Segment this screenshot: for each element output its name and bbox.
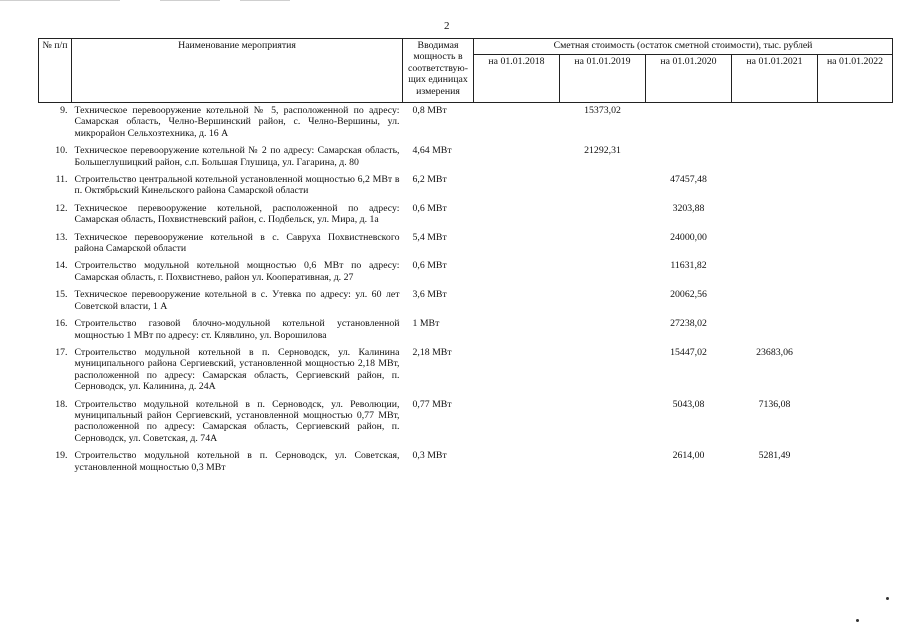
row-value-2020: 5043,08 [672,398,705,410]
row-capacity: 0,77 МВт [412,398,452,410]
row-value-2022 [818,201,893,230]
row-number: 10. [55,145,68,157]
header-year: на 01.01.2019 [560,55,646,103]
row-name: Техническое перевооружение котельной № 2 по адресу: Самарская область, Большеглушицкий район, с.п. Большая Глушица, ул. Гагарина, д. 80 [74,145,400,168]
scan-artifact [240,0,290,1]
table-row [39,201,893,230]
row-value-2019: 21292,31 [584,145,621,157]
table-row [39,397,893,449]
row-value-2022 [818,345,893,397]
row-capacity: 1 МВт [412,318,440,330]
header-year: на 01.01.2021 [732,55,818,103]
row-name: Строительство модульной котельной в п. Серноводск, ул. Революции, муниципальный район Сергиевский, установленной мощностью 0,77 МВт, расположенной по адресу: Самарская область, Сергиевский район, п. Серноводск, ул. Советская, д. 74А [74,398,400,444]
row-value-2019 [560,258,646,287]
row-value-2021 [732,172,818,201]
row-value-2018 [474,103,560,144]
row-value-2020: 2614,00 [672,450,705,462]
row-capacity: 6,2 МВт [412,174,447,186]
row-number: 17. [55,346,68,358]
row-name: Строительство модульной котельной в п. Серноводск, ул. Советская, установленной мощностью 0,3 МВт [74,450,400,473]
row-name: Техническое перевооружение котельной в с. Савруха Похвистневского района Самарской области [74,231,400,255]
row-capacity: 2,18 МВт [412,346,452,358]
row-value-2019 [560,448,646,477]
table-row [39,230,893,259]
row-name: Техническое перевооружение котельной, расположенной по адресу: Самарская область, Похвистневский район, с. Подбельск, ул. Мира, д. 1а [74,202,400,226]
row-value-2019 [560,287,646,316]
table-row [39,287,893,316]
row-value-2018 [474,258,560,287]
row-name: Техническое перевооружение котельной в с. Утевка по адресу: ул. 60 лет Советской власти, 1 А [74,289,400,312]
row-value-2019 [560,172,646,201]
row-value-2018 [474,448,560,477]
row-value-2022 [818,143,893,172]
row-value-2018 [474,287,560,316]
row-value-2021 [732,201,818,230]
table-row [39,172,893,201]
row-value-2021: 5281,49 [758,450,791,462]
table-row [39,316,893,345]
row-value-2022 [818,103,893,144]
row-name: Техническое перевооружение котельной № 5, расположенной по адресу: Самарская область, Челно-Вершинский район, с. Челно-Вершины, ул. микрорайон Сельхозтехника, д. 16 А [74,105,400,139]
row-value-2018 [474,345,560,397]
row-value-2021: 23683,06 [756,346,793,358]
header-name: Наименование мероприятия [72,39,403,103]
page-number: 2 [444,20,450,32]
table-row [39,103,893,144]
scan-speck [886,597,889,600]
scan-speck [856,619,859,622]
row-name: Строительство центральной котельной установленной мощностью 6,2 МВт в п. Октябрьский Кинельского района Самарской области [74,174,400,197]
row-capacity: 3,6 МВт [412,289,447,301]
row-value-2018 [474,397,560,449]
row-value-2020: 27238,02 [670,318,707,330]
header-cost: Сметная стоимость (остаток сметной стоимости), тыс. рублей [474,39,893,55]
header-number: № п/п [39,39,72,103]
row-capacity: 0,8 МВт [412,105,447,116]
row-value-2020: 11631,82 [670,260,707,272]
row-name: Строительство газовой блочно-модульной котельной установленной мощностью 1 МВт по адресу: ст. Клявлино, ул. Ворошилова [74,318,400,341]
row-value-2019 [560,230,646,259]
row-capacity: 4,64 МВт [412,145,452,157]
row-number: 15. [55,289,68,301]
header-year: на 01.01.2022 [818,55,893,103]
row-value-2020 [646,143,732,172]
row-number: 18. [55,398,68,410]
row-value-2021 [732,103,818,144]
row-value-2021 [732,143,818,172]
row-value-2021 [732,287,818,316]
row-value-2019 [560,201,646,230]
header-year: на 01.01.2020 [646,55,732,103]
row-number: 19. [55,450,68,462]
row-value-2019 [560,345,646,397]
row-capacity: 0,6 МВт [412,202,447,214]
row-value-2018 [474,201,560,230]
header-year: на 01.01.2018 [474,55,560,103]
row-value-2018 [474,143,560,172]
row-name: Строительство модульной котельной мощностью 0,6 МВт по адресу: Самарская область, г. Похвистнево, район ул. Кооперативная, д. 27 [74,260,400,283]
row-number: 16. [55,318,68,330]
table-row [39,345,893,397]
row-value-2018 [474,316,560,345]
row-value-2022 [818,230,893,259]
row-value-2021 [732,258,818,287]
row-number: 11. [55,174,68,186]
row-value-2022 [818,287,893,316]
row-value-2020 [646,103,732,144]
row-value-2021: 7136,08 [758,398,791,410]
row-number: 9. [60,105,68,116]
row-value-2018 [474,230,560,259]
row-value-2022 [818,258,893,287]
row-number: 14. [55,260,68,272]
row-value-2020: 15447,02 [670,346,707,358]
row-value-2019: 15373,02 [584,105,621,116]
row-capacity: 0,3 МВт [412,450,447,462]
row-value-2022 [818,397,893,449]
scan-artifact [0,0,120,1]
row-number: 12. [55,202,68,214]
row-capacity: 5,4 МВт [412,231,447,243]
row-capacity: 0,6 МВт [412,260,447,272]
cost-table [38,38,893,477]
row-value-2022 [818,172,893,201]
row-value-2020: 20062,56 [670,289,707,301]
row-value-2020: 24000,00 [670,231,707,243]
header-capacity: Вводимая мощность в соответствую-щих единицах измерения [403,39,474,103]
row-name: Строительство модульной котельной в п. Серноводск, ул. Калинина муниципального района Сергиевский, установленной мощностью 2,18 МВт, расположенной по адресу: Самарская область, Сергиевский район, п. Серноводск, ул. Калинина, д. 24А [74,346,400,393]
table-row [39,258,893,287]
row-value-2018 [474,172,560,201]
scan-artifact [160,0,220,1]
row-value-2022 [818,316,893,345]
row-value-2019 [560,316,646,345]
row-value-2021 [732,316,818,345]
row-value-2020: 3203,88 [672,202,705,214]
row-value-2020: 47457,48 [670,174,707,186]
row-value-2019 [560,397,646,449]
table-row [39,143,893,172]
row-value-2021 [732,230,818,259]
table-row [39,448,893,477]
row-value-2022 [818,448,893,477]
row-number: 13. [55,231,68,243]
